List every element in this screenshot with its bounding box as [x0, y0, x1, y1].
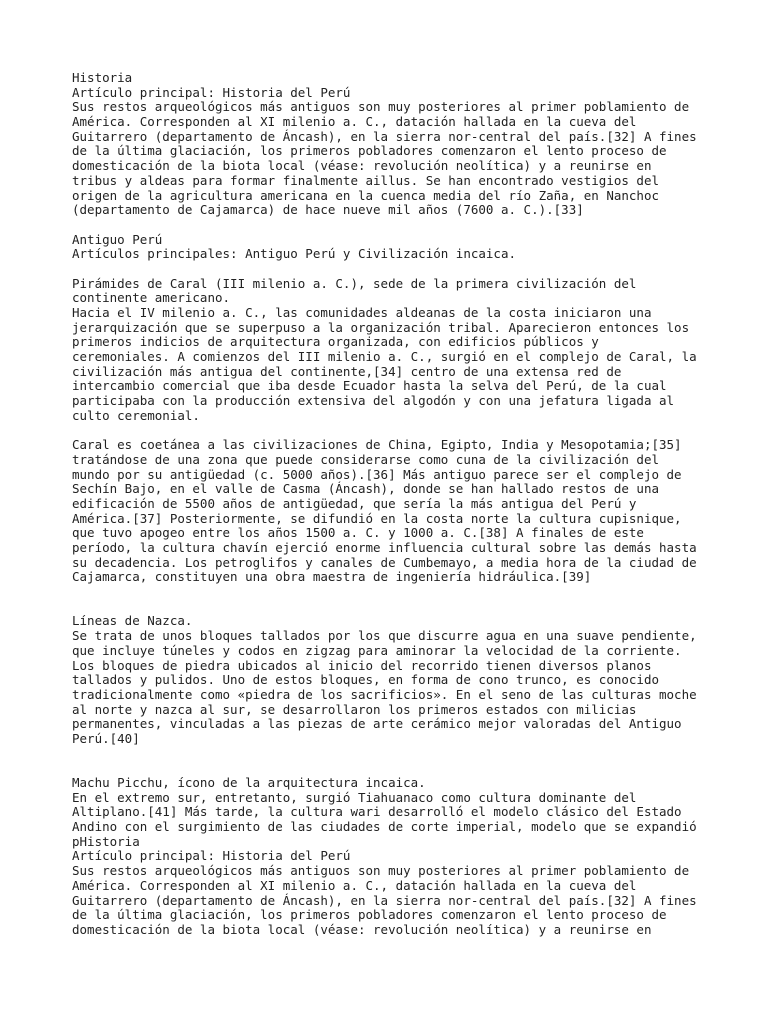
- text-line: primeros indicios de arquitectura organizada, con edificios públicos y: [72, 334, 599, 350]
- text-line: Andino con el surgimiento de las ciudades de corte imperial, modelo que se expandió: [72, 819, 697, 835]
- caral-paragraph: [72, 306, 712, 424]
- text-line: Perú.[40]: [72, 730, 140, 746]
- nazca-paragraph: [72, 629, 712, 747]
- machu-picchu-paragraph: [72, 791, 712, 938]
- text-line: intercambio comercial que iba desde Ecuador hasta la selva del Perú, de la cual: [72, 378, 667, 394]
- main-articles-link[interactable]: Artículos principales: Antiguo Perú y Civilización incaica.: [72, 246, 517, 262]
- caral-caption: [72, 277, 712, 306]
- spacer: [72, 424, 712, 439]
- text-line: Cajamarca, constituyen una obra maestra de ingeniería hidráulica.[39]: [72, 569, 592, 585]
- text-line: origen de la agricultura americana en la cuenca media del río Zaña, en Nanchoc: [72, 187, 659, 203]
- spacer: [72, 218, 712, 233]
- text-line: Caral es coetánea a las civilizaciones de China, Egipto, India y Mesopotamia;[35]: [72, 437, 682, 453]
- section-heading-antiguo-peru: Antiguo Perú: [72, 231, 163, 247]
- text-line: Sus restos arqueológicos más antiguos son muy posteriores al primer poblamiento de: [72, 99, 690, 115]
- text-line: ceremoniales. A comienzos del III milenio a. C., surgió en el complejo de Caral, la: [72, 349, 697, 365]
- text-line: Sus restos arqueológicos más antiguos son muy posteriores al primer poblamiento de: [72, 863, 690, 879]
- caption-line: Pirámides de Caral (III milenio a. C.), sede de la primera civilización del: [72, 275, 637, 291]
- text-line: tratándose de una zona que puede considerarse como cuna de la civilización del: [72, 451, 659, 467]
- main-article-link[interactable]: Artículo principal: Historia del Perú: [72, 84, 351, 100]
- text-line: jerarquización que se superpuso a la organización tribal. Aparecieron entonces los: [72, 319, 690, 335]
- text-line: Hacia el IV milenio a. C., las comunidades aldeanas de la costa iniciaron una: [72, 305, 652, 320]
- caral-paragraph-2: [72, 438, 712, 585]
- text-line: permanentes, vinculadas a las piezas de arte cerámico mejor valoradas del Antiguo: [72, 716, 682, 732]
- history-paragraph: [72, 100, 712, 218]
- text-line: que incluye túneles y codos en zigzag para aminorar la velocidad de la corriente.: [72, 642, 682, 658]
- caption-line: continente americano.: [72, 290, 231, 306]
- section-heading-historia: Historia: [72, 70, 133, 85]
- text-line: América. Corresponden al XI milenio a. C., datación hallada en la cueva del: [72, 114, 637, 130]
- spacer: [72, 747, 712, 776]
- text-line: civilización más antigua del continente,[34] centro de una extensa red de: [72, 363, 622, 379]
- text-line: En el extremo sur, entretanto, surgió Tiahuanaco como cultura dominante del: [72, 789, 637, 805]
- text-line: tradicionalmente como «piedra de los sacrificios». En el seno de las culturas moche: [72, 686, 697, 702]
- text-line: América. Corresponden al XI milenio a. C., datación hallada en la cueva del: [72, 877, 637, 893]
- text-line: culto ceremonial.: [72, 407, 200, 423]
- spacer: [72, 262, 712, 277]
- text-line: período, la cultura chavín ejerció enorme influencia cultural sobre las demás hasta: [72, 540, 697, 555]
- text-line: Artículo principal: Historia del Perú: [72, 848, 351, 864]
- text-line: domesticación de la biota local (véase: revolución neolítica) y a reunirse en: [72, 158, 652, 174]
- document-page: [72, 71, 712, 938]
- text-line: Los bloques de piedra ubicados al inicio del recorrido tienen diversos planos: [72, 657, 652, 673]
- text-line: Sechín Bajo, en el valle de Casma (Áncash), donde se han hallado restos de una: [72, 481, 659, 497]
- text-line: tallados y pulidos. Uno de estos bloques, en forma de cono trunco, es conocido: [72, 672, 659, 688]
- nazca-caption: Líneas de Nazca.: [72, 613, 193, 629]
- machu-picchu-caption: Machu Picchu, ícono de la arquitectura incaica.: [72, 775, 426, 791]
- text-line: Se trata de unos bloques tallados por los que discurre agua en una suave pendiente,: [72, 628, 697, 644]
- text-line: domesticación de la biota local (véase: revolución neolítica) y a reunirse en: [72, 921, 652, 937]
- text-line: (departamento de Cajamarca) de hace nueve mil años (7600 a. C.).[33]: [72, 202, 584, 218]
- text-line: tribus y aldeas para formar finalmente aillus. Se han encontrado vestigios del: [72, 172, 659, 188]
- spacer: [72, 585, 712, 614]
- text-line: pHistoria: [72, 833, 140, 849]
- text-line: de la última glaciación, los primeros pobladores comenzaron el lento proceso de: [72, 907, 667, 923]
- text-line: que tuvo apogeo entre los años 1500 a. C. y 1000 a. C.[38] A finales de este: [72, 525, 644, 541]
- text-line: de la última glaciación, los primeros pobladores comenzaron el lento proceso de: [72, 143, 667, 159]
- text-line: su decadencia. Los petroglifos y canales de Cumbemayo, a media hora de la ciudad de: [72, 554, 697, 570]
- text-line: mundo por su antigüedad (c. 5000 años).[36] Más antiguo parece ser el complejo de: [72, 466, 682, 482]
- text-line: Altiplano.[41] Más tarde, la cultura wari desarrolló el modelo clásico del Estado: [72, 804, 682, 820]
- text-line: participaba con la producción extensiva del algodón y con una jefatura ligada al: [72, 393, 675, 409]
- text-line: al norte y nazca al sur, se desarrollaron los primeros estados con milicias: [72, 701, 637, 717]
- text-line: edificación de 5500 años de antigüedad, que sería la más antigua del Perú y: [72, 495, 637, 511]
- text-line: Guitarrero (departamento de Áncash), en la sierra nor-central del país.[32] A fines: [72, 892, 697, 908]
- text-line: América.[37] Posteriormente, se difundió en la costa norte la cultura cupisnique,: [72, 510, 682, 526]
- text-line: Guitarrero (departamento de Áncash), en la sierra nor-central del país.[32] A fines: [72, 128, 697, 144]
